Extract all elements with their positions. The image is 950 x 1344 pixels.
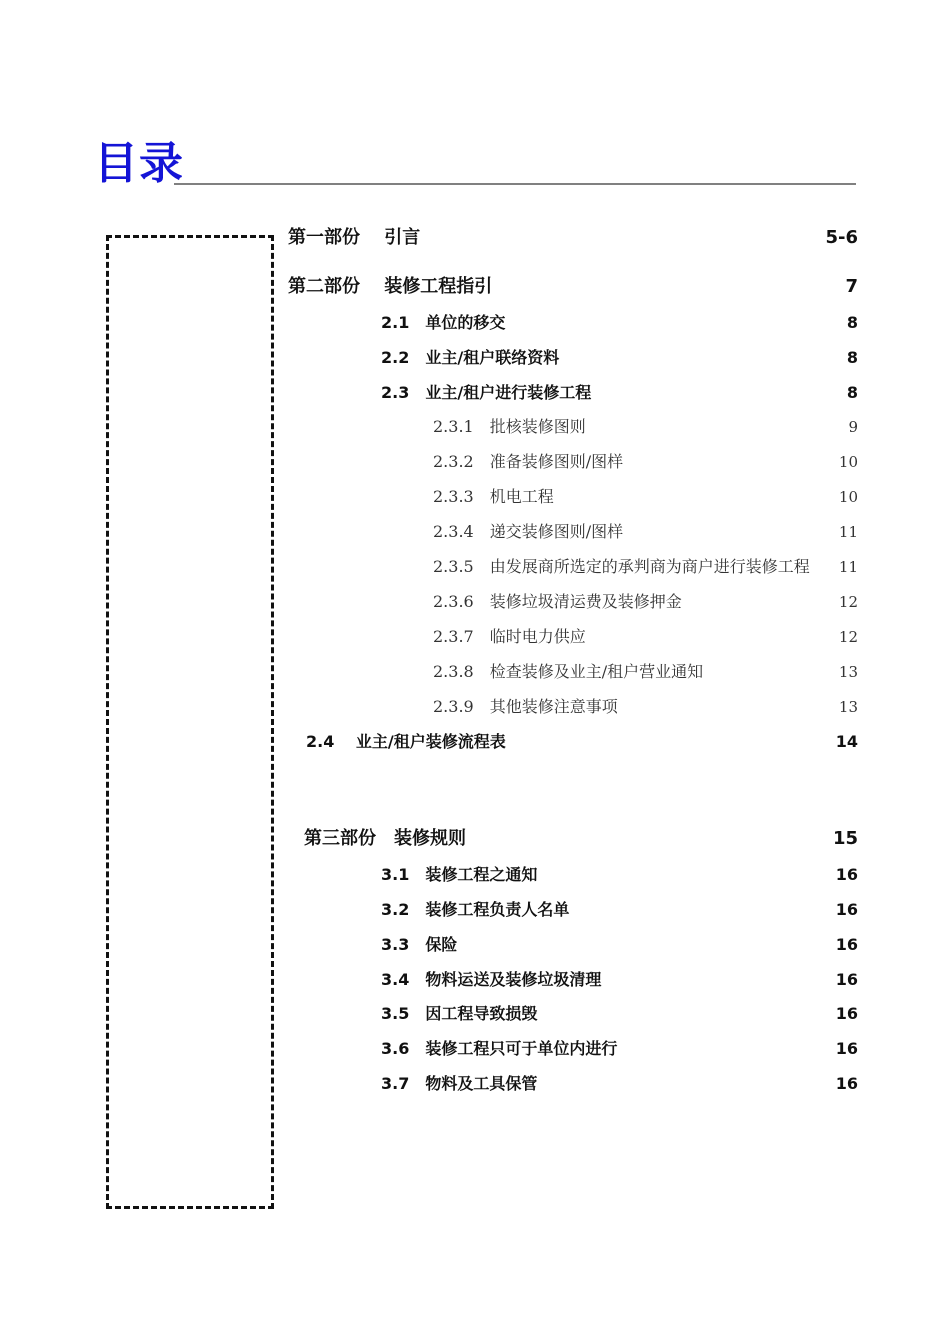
toc-entry-page: 13 bbox=[838, 663, 858, 681]
toc-entry-page: 8 bbox=[846, 348, 858, 367]
toc-entry-3-2[interactable] bbox=[0, 895, 950, 925]
toc-entry-title: 2.3.2 准备装修图则/图样 bbox=[433, 452, 624, 471]
toc-entry-title: 2.3.4 递交装修图则/图样 bbox=[433, 522, 624, 541]
toc-entry-title: 3.7 物料及工具保管 bbox=[381, 1074, 538, 1093]
toc-entry-page: 10 bbox=[838, 488, 858, 506]
toc-entry-2-3-9[interactable] bbox=[0, 692, 950, 722]
toc-entry-part1[interactable] bbox=[0, 223, 950, 253]
toc-entry-2-4[interactable] bbox=[0, 727, 950, 757]
toc-entry-title: 3.1 装修工程之通知 bbox=[381, 865, 538, 884]
toc-entry-title: 3.2 装修工程负责人名单 bbox=[381, 900, 570, 919]
toc-entry-title: 3.6 装修工程只可于单位内进行 bbox=[381, 1039, 618, 1058]
toc-entry-2-3-8[interactable] bbox=[0, 657, 950, 687]
toc-entry-title: 2.3.8 检查装修及业主/租户营业通知 bbox=[433, 662, 704, 681]
toc-entry-page: 9 bbox=[848, 418, 858, 436]
toc-entry-title: 2.4 业主/租户装修流程表 bbox=[306, 732, 506, 751]
toc-entry-2-1[interactable] bbox=[0, 308, 950, 338]
toc-entry-3-4[interactable] bbox=[0, 965, 950, 995]
toc-entry-title: 2.3.7 临时电力供应 bbox=[433, 627, 586, 646]
toc-entry-title: 2.3.9 其他装修注意事项 bbox=[433, 697, 618, 716]
toc-entry-title: 3.3 保险 bbox=[381, 935, 458, 954]
toc-entry-title: 2.1 单位的移交 bbox=[381, 313, 506, 332]
toc-entry-page: 16 bbox=[835, 1074, 858, 1093]
toc-entry-3-7[interactable] bbox=[0, 1069, 950, 1099]
toc-entry-page: 11 bbox=[838, 523, 858, 541]
toc-entry-3-6[interactable] bbox=[0, 1034, 950, 1064]
toc-entry-page: 16 bbox=[835, 970, 858, 989]
toc-entry-2-3-4[interactable] bbox=[0, 517, 950, 547]
toc-entry-title: 2.2 业主/租户联络资料 bbox=[381, 348, 560, 367]
toc-entry-title: 3.5 因工程导致损毁 bbox=[381, 1004, 538, 1023]
toc-entry-3-5[interactable] bbox=[0, 999, 950, 1029]
toc-entry-page: 11 bbox=[838, 558, 858, 576]
toc-entry-page: 10 bbox=[838, 453, 858, 471]
toc-entry-title: 2.3 业主/租户进行装修工程 bbox=[381, 383, 592, 402]
toc-entry-page: 16 bbox=[835, 1004, 858, 1023]
toc-entry-2-2[interactable] bbox=[0, 343, 950, 373]
toc-entry-page: 16 bbox=[835, 865, 858, 884]
toc-entry-2-3-2[interactable] bbox=[0, 447, 950, 477]
toc-entry-2-3-6[interactable] bbox=[0, 587, 950, 617]
toc-entry-page: 5-6 bbox=[825, 227, 858, 248]
toc-entry-page: 16 bbox=[835, 900, 858, 919]
toc-entry-3-3[interactable] bbox=[0, 930, 950, 960]
toc-entry-3-1[interactable] bbox=[0, 860, 950, 890]
toc-entry-page: 16 bbox=[835, 1039, 858, 1058]
toc-entry-page: 7 bbox=[845, 276, 858, 297]
page-title: 目录 bbox=[94, 138, 184, 189]
toc-entry-title: 2.3.1 批核装修图则 bbox=[433, 417, 586, 436]
toc-entry-2-3-1[interactable] bbox=[0, 412, 950, 442]
toc-entry-title: 2.3.6 装修垃圾清运费及装修押金 bbox=[433, 592, 682, 611]
toc-entry-title: 3.4 物料运送及装修垃圾清理 bbox=[381, 970, 602, 989]
toc-entry-page: 15 bbox=[832, 828, 858, 849]
toc-entry-2-3-5[interactable] bbox=[0, 552, 950, 582]
toc-entry-2-3-3[interactable] bbox=[0, 482, 950, 512]
toc-entry-title: 第三部份 装修规则 bbox=[304, 828, 466, 849]
toc-entry-page: 12 bbox=[838, 628, 858, 646]
toc-entry-title: 2.3.5 由发展商所选定的承判商为商户进行装修工程 bbox=[433, 557, 810, 576]
toc-entry-title: 第二部份 装修工程指引 bbox=[288, 276, 493, 297]
title-underline bbox=[174, 183, 856, 185]
toc-entry-2-3[interactable] bbox=[0, 378, 950, 408]
toc-entry-part2[interactable] bbox=[0, 272, 950, 302]
toc-entry-page: 12 bbox=[838, 593, 858, 611]
toc-entry-title: 2.3.3 机电工程 bbox=[433, 487, 554, 506]
toc-entry-2-3-7[interactable] bbox=[0, 622, 950, 652]
toc-entry-page: 16 bbox=[835, 935, 858, 954]
toc-entry-page: 8 bbox=[846, 313, 858, 332]
toc-entry-title: 第一部份 引言 bbox=[288, 227, 421, 248]
toc-entry-page: 8 bbox=[846, 383, 858, 402]
toc-entry-part3[interactable] bbox=[0, 824, 950, 854]
toc-entry-page: 14 bbox=[835, 732, 858, 751]
toc-entry-page: 13 bbox=[838, 698, 858, 716]
